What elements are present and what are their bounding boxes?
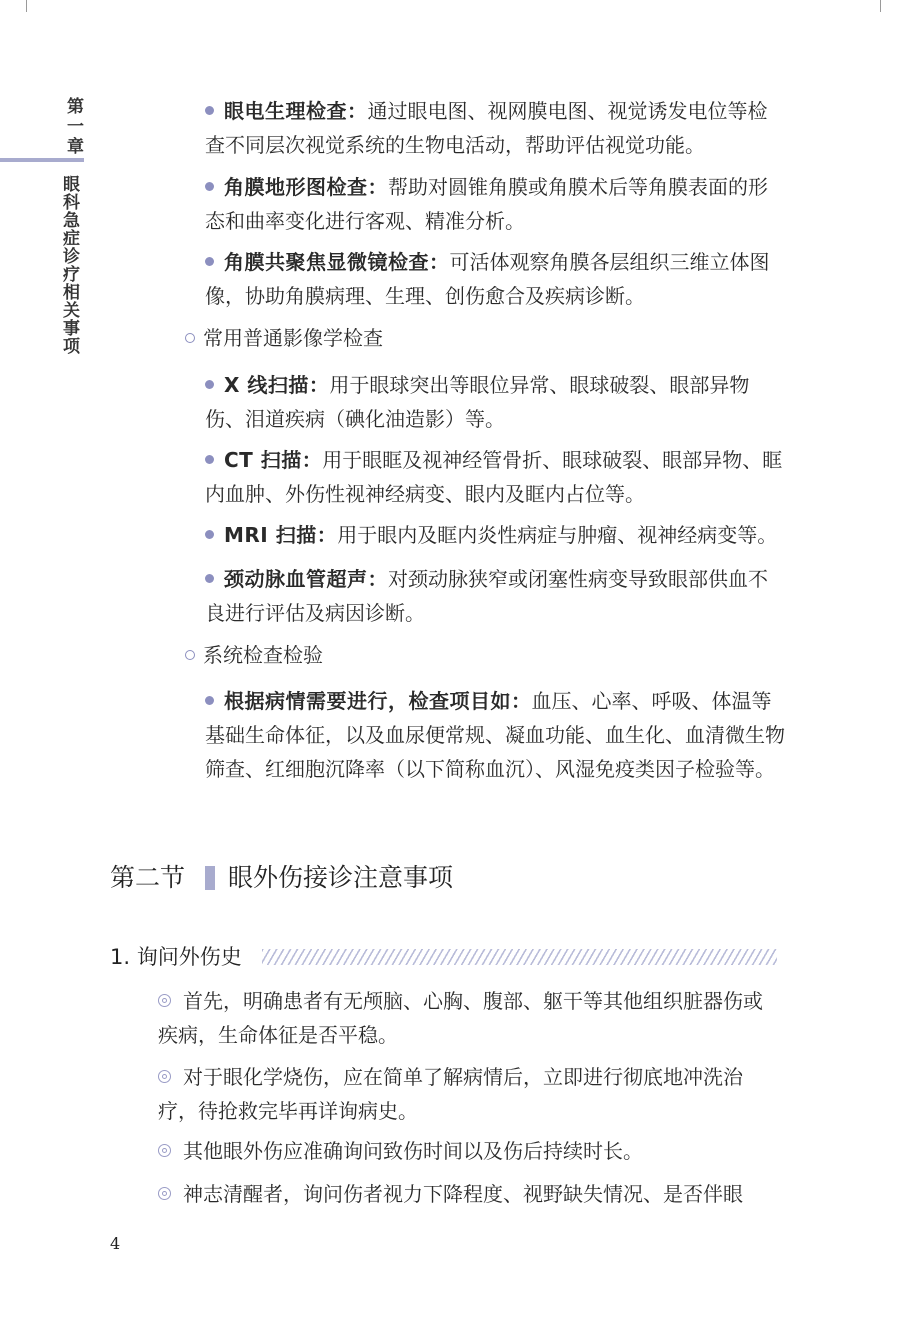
bullet-term: 根据病情需要进行，检查项目如： bbox=[224, 689, 532, 713]
bullet-text: 通过眼电图、视网膜电图、视觉诱发电位等检查不同层次视觉系统的生物电活动，帮助评估视觉功能。 bbox=[205, 99, 768, 157]
section-heading bbox=[110, 858, 710, 898]
bullet-item bbox=[205, 368, 785, 436]
note-text: 神志清醒者，询问伤者视力下降程度、视野缺失情况、是否伴眼 bbox=[183, 1182, 743, 1206]
circle-bullet-icon bbox=[185, 333, 195, 343]
bullet-term: 角膜共聚焦显微镜检查： bbox=[224, 250, 450, 274]
double-circle-bullet-icon bbox=[158, 1187, 171, 1200]
bullet-term: MRI 扫描： bbox=[224, 523, 338, 547]
double-circle-bullet-icon bbox=[158, 994, 171, 1007]
bullet-item bbox=[205, 562, 785, 630]
bullet-text: 帮助对圆锥角膜或角膜术后等角膜表面的形态和曲率变化进行客观、精准分析。 bbox=[205, 175, 768, 233]
note-item bbox=[158, 1060, 780, 1128]
bullet-term: 颈动脉血管超声： bbox=[224, 567, 388, 591]
note-text: 首先，明确患者有无颅脑、心胸、腹部、躯干等其他组织脏器伤或疾病，生命体征是否平稳。 bbox=[158, 989, 763, 1047]
bullet-dot-icon bbox=[205, 106, 214, 115]
bullet-text: 用于眼内及眶内炎性病症与肿瘤、视神经病变等。 bbox=[337, 523, 778, 547]
bullet-item bbox=[205, 518, 785, 552]
bullet-item bbox=[205, 170, 785, 238]
note-text: 对于眼化学烧伤，应在简单了解病情后，立即进行彻底地冲洗治疗，待抢救完毕再详询病史。 bbox=[158, 1065, 743, 1123]
subsection-heading bbox=[185, 638, 323, 672]
bullet-dot-icon bbox=[205, 574, 214, 583]
note-text: 其他眼外伤应准确询问致伤时间以及伤后持续时长。 bbox=[183, 1139, 643, 1163]
bullet-term: 角膜地形图检查： bbox=[224, 175, 388, 199]
chapter-divider-bar bbox=[0, 158, 84, 162]
bullet-dot-icon bbox=[205, 182, 214, 191]
double-circle-bullet-icon bbox=[158, 1144, 171, 1157]
circle-bullet-icon bbox=[185, 650, 195, 660]
section-divider-bar bbox=[205, 866, 215, 890]
bullet-text: 对颈动脉狭窄或闭塞性病变导致眼部供血不良进行评估及病因诊断。 bbox=[205, 567, 768, 625]
bullet-dot-icon bbox=[205, 380, 214, 389]
subsection-heading-text: 常用普通影像学检查 bbox=[203, 326, 383, 350]
bullet-text: 用于眼眶及视神经管骨折、眼球破裂、眼部异物、眶内血肿、外伤性视神经病变、眼内及眶内占位等。 bbox=[205, 448, 783, 506]
bullet-item bbox=[205, 443, 785, 511]
chapter-side-tab bbox=[0, 95, 84, 365]
subsection-heading bbox=[185, 321, 383, 355]
bullet-term: X 线扫描： bbox=[224, 373, 330, 397]
double-circle-bullet-icon bbox=[158, 1070, 171, 1083]
bullet-item bbox=[205, 245, 785, 313]
bullet-dot-icon bbox=[205, 530, 214, 539]
numbered-heading bbox=[110, 940, 778, 974]
crop-mark bbox=[26, 0, 27, 12]
page-number: 4 bbox=[110, 1234, 121, 1253]
bullet-text: 血压、心率、呼吸、体温等基础生命体征，以及血尿便常规、凝血功能、血生化、血清微生物筛查、红细胞沉降率（以下简称血沉）、风湿免疫类因子检验等。 bbox=[205, 689, 785, 781]
bullet-dot-icon bbox=[205, 696, 214, 705]
section-title: 眼外伤接诊注意事项 bbox=[228, 863, 454, 892]
note-item bbox=[158, 1177, 780, 1211]
section-number: 第二节 bbox=[110, 863, 186, 892]
chapter-title: 眼科急症诊疗相关事项 bbox=[59, 175, 79, 355]
bullet-term: CT 扫描： bbox=[224, 448, 323, 472]
numbered-heading-text: 1. 询问外伤史 bbox=[110, 945, 242, 969]
crop-mark bbox=[880, 0, 881, 12]
note-item bbox=[158, 984, 780, 1052]
bullet-text: 用于眼球突出等眼位异常、眼球破裂、眼部异物伤、泪道疾病（碘化油造影）等。 bbox=[205, 373, 750, 431]
bullet-item bbox=[205, 684, 785, 786]
hatch-rule bbox=[262, 949, 777, 965]
bullet-item bbox=[205, 94, 785, 162]
bullet-term: 眼电生理检查： bbox=[224, 99, 368, 123]
bullet-text: 可活体观察角膜各层组织三维立体图像，协助角膜病理、生理、创伤愈合及疾病诊断。 bbox=[205, 250, 770, 308]
bullet-dot-icon bbox=[205, 455, 214, 464]
subsection-heading-text: 系统检查检验 bbox=[203, 643, 323, 667]
bullet-dot-icon bbox=[205, 257, 214, 266]
chapter-label: 第一章 bbox=[63, 97, 83, 157]
note-item bbox=[158, 1134, 780, 1168]
